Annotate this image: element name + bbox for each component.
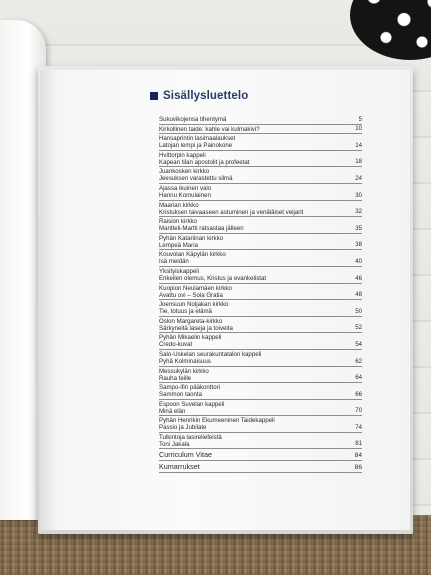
- toc-entry: [159, 115, 362, 125]
- heading-square-icon: [150, 92, 158, 100]
- toc-entry: [159, 184, 362, 201]
- toc-entry: [159, 416, 362, 433]
- toc-entry-subtitle: Mantteli-Martti ratsastaa jälleen: [159, 225, 244, 233]
- toc-entry-subtitle: Kapean tilan apostolit ja profeetat: [159, 158, 250, 166]
- toc-page-number: 62: [355, 357, 362, 365]
- toc-entry-subtitle: Passio ja Jubilate: [159, 424, 207, 432]
- toc-entry: [159, 134, 362, 151]
- table-of-contents: [159, 115, 362, 473]
- toc-entry-subtitle: Erikeilen olemus, Kristus ja evankelistat: [159, 274, 267, 282]
- toc-entry: [159, 284, 362, 301]
- toc-entry-title: Sukuvikojensa tihentymä: [159, 116, 227, 123]
- toc-entry: [159, 433, 362, 450]
- toc-entry: [159, 461, 362, 473]
- toc-entry-subtitle: Credo-kuvat: [159, 341, 193, 349]
- toc-entry: [159, 250, 362, 267]
- toc-entry: [159, 267, 362, 284]
- toc-entry: [159, 333, 362, 350]
- toc-page-number: 5: [358, 115, 362, 123]
- toc-page-number: 84: [354, 452, 362, 460]
- toc-entry-title: Messukylän kirkko: [159, 367, 209, 375]
- toc-page-number: 40: [355, 257, 362, 265]
- toc-entry-subtitle: Lempeä Maria: [159, 241, 198, 249]
- toc-entry-title: Espoon Suvelan kappeli: [159, 400, 225, 408]
- toc-entry-title: Ajassa ikuinen valo: [159, 184, 212, 192]
- toc-entry-title: Joensuun Noljakan kirkko: [159, 301, 229, 309]
- toc-entry-subtitle: Rauha teille: [159, 374, 192, 382]
- toc-entry-title: Raision kirkko: [159, 218, 197, 226]
- toc-entry-title: Oslon Margareta-kirkko: [159, 317, 223, 325]
- toc-entry-title: Juankosken kirkko: [159, 168, 210, 176]
- toc-page-number: 70: [355, 407, 362, 415]
- toc-entry: [159, 383, 362, 400]
- toc-page-number: 52: [355, 324, 362, 332]
- toc-entry-subtitle: Toni Jakala: [159, 440, 190, 448]
- toc-page-number: 24: [355, 174, 362, 182]
- toc-entry-subtitle: Minä elän: [159, 407, 186, 415]
- toc-page-number: 48: [355, 291, 362, 299]
- toc-page-number: 46: [355, 274, 362, 282]
- toc-entry-title: Tulkintoja lasireliefeistä: [159, 433, 222, 441]
- toc-entry: [159, 217, 362, 234]
- toc-entry-title: Kumarrukset: [159, 462, 200, 472]
- toc-page-number: 50: [355, 307, 362, 315]
- page-title: Sisällysluettelo: [163, 90, 249, 102]
- toc-page-number: 10: [355, 125, 362, 133]
- toc-entry: [159, 367, 362, 384]
- toc-entry-title: Pyhän Katariinan kirkko: [159, 234, 224, 242]
- toc-entry-subtitle: Särkyneitä laseja ja toiveita: [159, 324, 233, 332]
- toc-entry-title: Kuopion Neulamäen kirkko: [159, 284, 232, 292]
- toc-entry: [159, 201, 362, 218]
- toc-entry-title: Kouvolan Käpylän kirkko: [159, 251, 226, 259]
- toc-entry-subtitle: Jeesuksen varastettu silmä: [159, 175, 233, 183]
- toc-entry: [159, 125, 362, 135]
- toc-entry: [159, 167, 362, 184]
- toc-entry-subtitle: Kristuksen taivaaseen astuminen ja venäläiset veijarit: [159, 208, 304, 216]
- toc-page-number: 66: [355, 390, 362, 398]
- toc-entry-subtitle: Hannu Komulainen: [159, 191, 211, 199]
- toc-entry: [159, 317, 362, 334]
- toc-entry-title: Sampo-ifin pääkonttori: [159, 384, 220, 392]
- toc-entry-title: Pyhän Henrikin Ekumeeninen Taidekappeli: [159, 417, 275, 425]
- toc-entry-subtitle: Isä meidän: [159, 258, 189, 266]
- toc-entry-subtitle: Pyhä Kolminaisuus: [159, 357, 211, 365]
- toc-page-number: 18: [355, 158, 362, 166]
- toc-page-number: 35: [355, 224, 362, 232]
- toc-page-number: 64: [355, 374, 362, 382]
- toc-entry: [159, 234, 362, 251]
- toc-entry-title: Curriculum Vitae: [159, 450, 212, 460]
- toc-entry-title: Kirkollinen taide: kahle vai kulmakivi?: [159, 125, 260, 133]
- toc-entry-title: Pyhän Mikaelin kappeli: [159, 334, 222, 342]
- toc-entry: [159, 300, 362, 317]
- toc-entry-title: Hvittorpin kappeli: [159, 151, 206, 159]
- toc-entry: [159, 350, 362, 367]
- toc-entry-title: Salo-Uskelan seurakuntatalon kappeli: [159, 350, 262, 358]
- toc-entry-subtitle: Avattu ovi – Sola Gratia: [159, 291, 223, 299]
- toc-page-number: 38: [355, 241, 362, 249]
- toc-page-number: 14: [355, 141, 362, 149]
- toc-entry-subtitle: Latojan lempi ja Painokone: [159, 142, 233, 150]
- toc-page-number: 30: [355, 191, 362, 199]
- toc-heading: [150, 90, 248, 102]
- toc-entry-title: Yksityiskappeli: [159, 267, 199, 275]
- toc-entry-title: Maarian kirkko: [159, 201, 199, 209]
- toc-entry-subtitle: Sammon taonta: [159, 391, 203, 399]
- toc-page-number: 54: [355, 340, 362, 348]
- toc-page-number: 32: [355, 208, 362, 216]
- toc-page-number: 74: [355, 423, 362, 431]
- toc-entry: [159, 449, 362, 461]
- toc-entry: [159, 151, 362, 168]
- toc-page-number: 86: [354, 464, 362, 472]
- toc-entry: [159, 400, 362, 417]
- toc-page-number: 81: [355, 440, 362, 448]
- toc-entry-title: Hansaprintin lasimaalaukset: [159, 135, 236, 143]
- toc-entry-subtitle: Tie, totuus ja elämä: [159, 308, 212, 316]
